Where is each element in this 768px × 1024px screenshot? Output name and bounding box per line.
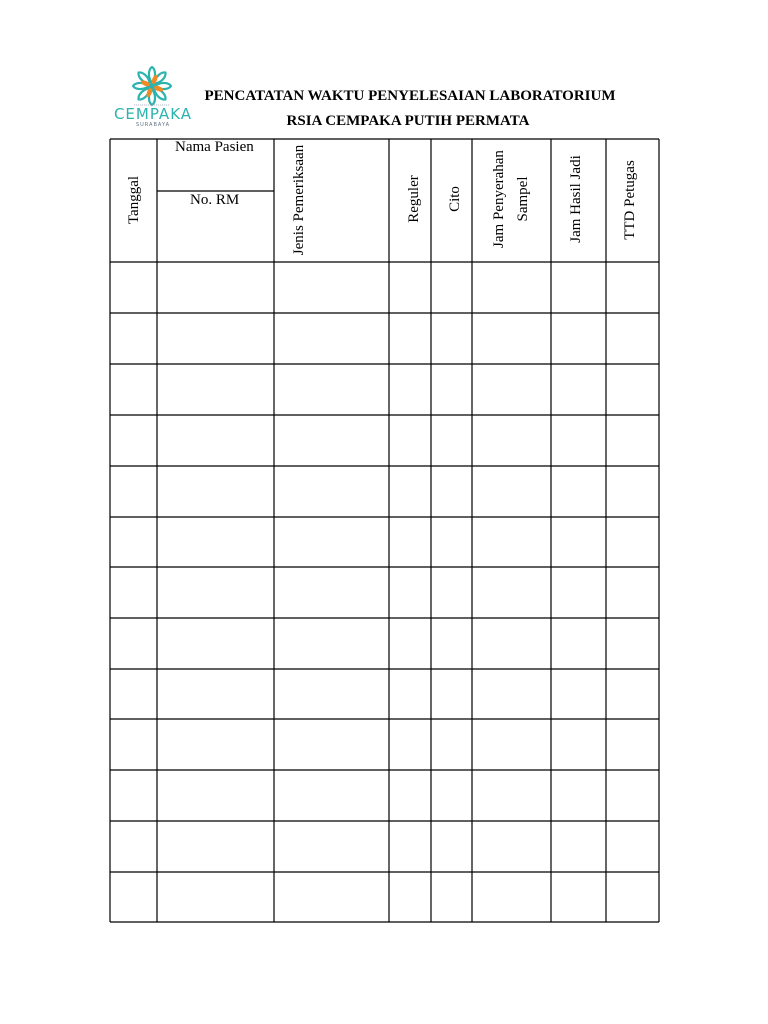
- cell-reguler[interactable]: [390, 263, 430, 312]
- cell-reguler[interactable]: [390, 568, 430, 617]
- cell-jam-hasil-jadi[interactable]: [552, 771, 605, 820]
- column-header-jenis-pemeriksaan: Jenis Pemeriksaan: [291, 144, 307, 256]
- cell-ttd-petugas[interactable]: [607, 619, 658, 668]
- cell-ttd-petugas[interactable]: [607, 518, 658, 566]
- cell-jam-penyerahan-sampel[interactable]: [473, 568, 550, 617]
- column-header-nama-pasien: Nama Pasien: [175, 139, 254, 155]
- cell-jenis-pemeriksaan[interactable]: [275, 670, 388, 718]
- cell-jam-penyerahan-sampel[interactable]: [473, 619, 550, 668]
- cell-nama-pasien-no-rm[interactable]: [158, 365, 273, 414]
- cell-tanggal[interactable]: [111, 314, 156, 363]
- cell-jenis-pemeriksaan[interactable]: [275, 518, 388, 566]
- cell-jam-penyerahan-sampel[interactable]: [473, 771, 550, 820]
- cell-cito[interactable]: [432, 771, 471, 820]
- column-header-tanggal: Tanggal: [126, 175, 142, 225]
- cell-nama-pasien-no-rm[interactable]: [158, 568, 273, 617]
- column-header-jam-hasil-jadi: Jam Hasil Jadi: [568, 155, 584, 243]
- cell-jenis-pemeriksaan[interactable]: [275, 619, 388, 668]
- cell-nama-pasien-no-rm[interactable]: [158, 263, 273, 312]
- cell-cito[interactable]: [432, 518, 471, 566]
- cell-tanggal[interactable]: [111, 670, 156, 718]
- cell-tanggal[interactable]: [111, 263, 156, 312]
- cell-jenis-pemeriksaan[interactable]: [275, 873, 388, 921]
- cell-nama-pasien-no-rm[interactable]: [158, 467, 273, 516]
- cell-ttd-petugas[interactable]: [607, 670, 658, 718]
- cell-tanggal[interactable]: [111, 619, 156, 668]
- cell-ttd-petugas[interactable]: [607, 467, 658, 516]
- cell-jenis-pemeriksaan[interactable]: [275, 822, 388, 871]
- cell-jenis-pemeriksaan[interactable]: [275, 771, 388, 820]
- cell-cito[interactable]: [432, 822, 471, 871]
- cell-reguler[interactable]: [390, 314, 430, 363]
- column-header-jam-penyerahan-sampel: [487, 150, 535, 248]
- cell-reguler[interactable]: [390, 670, 430, 718]
- cell-jam-hasil-jadi[interactable]: [552, 263, 605, 312]
- column-header-cito: Cito: [447, 186, 463, 212]
- cell-tanggal[interactable]: [111, 873, 156, 921]
- cell-ttd-petugas[interactable]: [607, 416, 658, 465]
- cell-jam-hasil-jadi[interactable]: [552, 720, 605, 769]
- cell-jam-hasil-jadi[interactable]: [552, 873, 605, 921]
- document-title: PENCATATAN WAKTU PENYELESAIAN LABORATORIUM: [204, 88, 616, 104]
- cell-jam-penyerahan-sampel[interactable]: [473, 518, 550, 566]
- cell-jam-penyerahan-sampel[interactable]: [473, 670, 550, 718]
- cell-jenis-pemeriksaan[interactable]: [275, 365, 388, 414]
- cell-jenis-pemeriksaan[interactable]: [275, 416, 388, 465]
- cell-jam-penyerahan-sampel[interactable]: [473, 720, 550, 769]
- cell-jenis-pemeriksaan[interactable]: [275, 568, 388, 617]
- cell-cito[interactable]: [432, 619, 471, 668]
- cell-tanggal[interactable]: [111, 771, 156, 820]
- cell-jam-hasil-jadi[interactable]: [552, 670, 605, 718]
- cell-nama-pasien-no-rm[interactable]: [158, 822, 273, 871]
- cell-tanggal[interactable]: [111, 568, 156, 617]
- cell-ttd-petugas[interactable]: [607, 365, 658, 414]
- cell-jenis-pemeriksaan[interactable]: [275, 467, 388, 516]
- cell-jam-penyerahan-sampel[interactable]: [473, 467, 550, 516]
- document-subtitle: RSIA CEMPAKA PUTIH PERMATA: [286, 113, 530, 129]
- cell-cito[interactable]: [432, 467, 471, 516]
- cell-ttd-petugas[interactable]: [607, 873, 658, 921]
- cell-jam-hasil-jadi[interactable]: [552, 467, 605, 516]
- cell-cito[interactable]: [432, 720, 471, 769]
- cell-cito[interactable]: [432, 263, 471, 312]
- cell-jam-hasil-jadi[interactable]: [552, 619, 605, 668]
- cell-tanggal[interactable]: [111, 822, 156, 871]
- cell-jam-hasil-jadi[interactable]: [552, 822, 605, 871]
- cell-tanggal[interactable]: [111, 467, 156, 516]
- cell-cito[interactable]: [432, 670, 471, 718]
- cell-jam-hasil-jadi[interactable]: [552, 518, 605, 566]
- cell-nama-pasien-no-rm[interactable]: [158, 670, 273, 718]
- cell-cito[interactable]: [432, 365, 471, 414]
- cell-jam-penyerahan-sampel[interactable]: [473, 873, 550, 921]
- cell-reguler[interactable]: [390, 619, 430, 668]
- cell-reguler[interactable]: [390, 365, 430, 414]
- cell-tanggal[interactable]: [111, 365, 156, 414]
- logo-wordmark: CEMPAKA: [113, 105, 193, 123]
- cell-jam-penyerahan-sampel[interactable]: [473, 822, 550, 871]
- cell-jam-penyerahan-sampel[interactable]: [473, 365, 550, 414]
- logo-city: SURABAYA: [135, 122, 171, 128]
- cell-ttd-petugas[interactable]: [607, 771, 658, 820]
- cell-reguler[interactable]: [390, 873, 430, 921]
- cell-tanggal[interactable]: [111, 416, 156, 465]
- cell-jam-hasil-jadi[interactable]: [552, 365, 605, 414]
- cell-tanggal[interactable]: [111, 720, 156, 769]
- cell-jenis-pemeriksaan[interactable]: [275, 314, 388, 363]
- cell-ttd-petugas[interactable]: [607, 720, 658, 769]
- cell-jam-penyerahan-sampel[interactable]: [473, 263, 550, 312]
- cell-reguler[interactable]: [390, 416, 430, 465]
- cell-nama-pasien-no-rm[interactable]: [158, 619, 273, 668]
- cell-cito[interactable]: [432, 416, 471, 465]
- cell-nama-pasien-no-rm[interactable]: [158, 771, 273, 820]
- column-header-ttd-petugas: TTD Petugas: [622, 160, 638, 240]
- cell-reguler[interactable]: [390, 822, 430, 871]
- cell-jenis-pemeriksaan[interactable]: [275, 720, 388, 769]
- cell-ttd-petugas[interactable]: [607, 568, 658, 617]
- jam-penyerahan-line2: Sampel: [515, 176, 531, 222]
- cell-jam-penyerahan-sampel[interactable]: [473, 314, 550, 363]
- cell-nama-pasien-no-rm[interactable]: [158, 416, 273, 465]
- cell-nama-pasien-no-rm[interactable]: [158, 873, 273, 921]
- cell-jam-penyerahan-sampel[interactable]: [473, 416, 550, 465]
- cell-reguler[interactable]: [390, 771, 430, 820]
- cell-nama-pasien-no-rm[interactable]: [158, 518, 273, 566]
- column-header-reguler: Reguler: [406, 175, 422, 223]
- cell-ttd-petugas[interactable]: [607, 263, 658, 312]
- cell-ttd-petugas[interactable]: [607, 314, 658, 363]
- column-header-no-rm: No. RM: [190, 192, 240, 208]
- cell-jam-hasil-jadi[interactable]: [552, 416, 605, 465]
- cell-reguler[interactable]: [390, 720, 430, 769]
- jam-penyerahan-line1: Jam Penyerahan: [491, 150, 507, 248]
- cell-jenis-pemeriksaan[interactable]: [275, 263, 388, 312]
- cell-nama-pasien-no-rm[interactable]: [158, 314, 273, 363]
- cell-cito[interactable]: [432, 873, 471, 921]
- cell-reguler[interactable]: [390, 518, 430, 566]
- cell-cito[interactable]: [432, 568, 471, 617]
- cell-jam-hasil-jadi[interactable]: [552, 314, 605, 363]
- cell-nama-pasien-no-rm[interactable]: [158, 720, 273, 769]
- cell-reguler[interactable]: [390, 467, 430, 516]
- cell-cito[interactable]: [432, 314, 471, 363]
- cell-tanggal[interactable]: [111, 518, 156, 566]
- cell-ttd-petugas[interactable]: [607, 822, 658, 871]
- cell-jam-hasil-jadi[interactable]: [552, 568, 605, 617]
